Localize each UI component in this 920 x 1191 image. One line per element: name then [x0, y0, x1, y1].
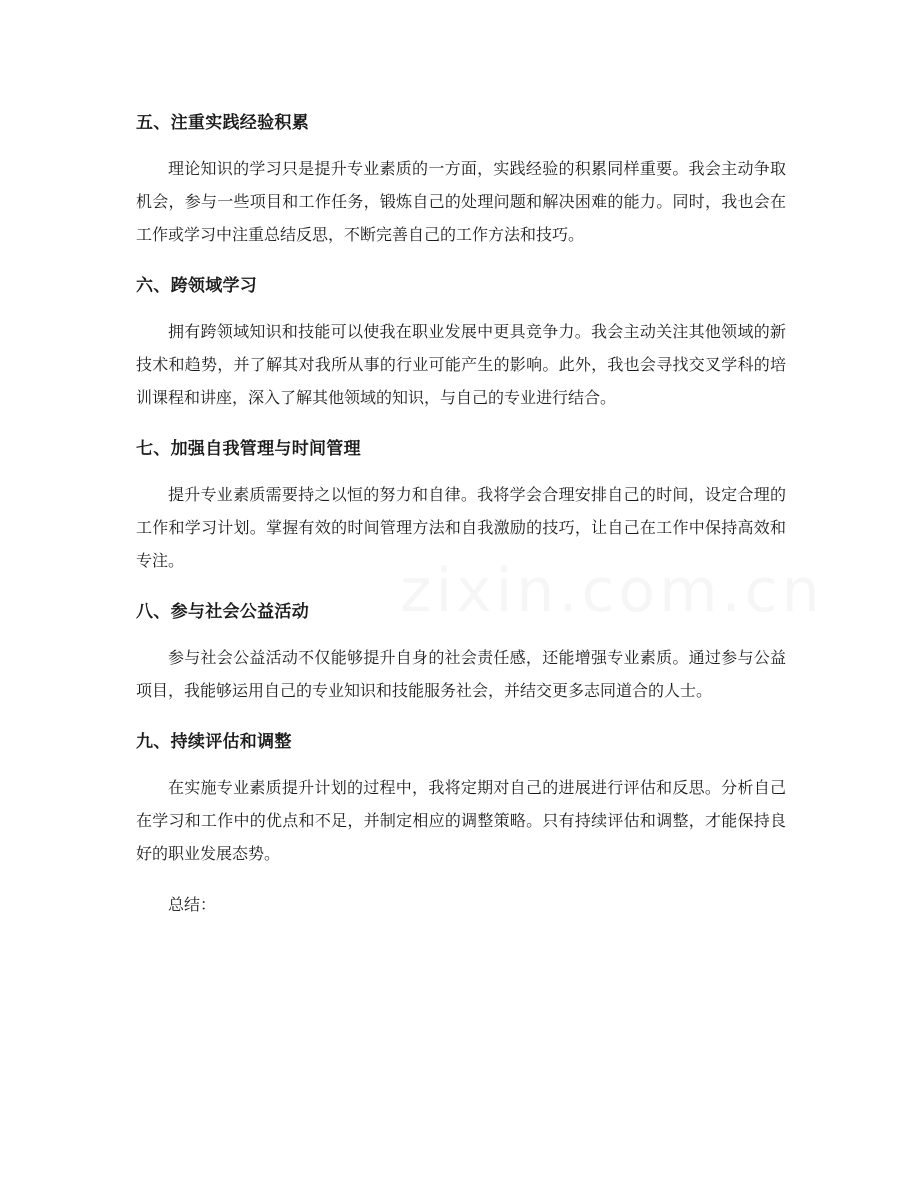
section-cross-domain — [136, 269, 786, 414]
section-paragraph: 理论知识的学习只是提升专业素质的一方面，实践经验的积累同样重要。我会主动争取机会，参与一些项目和工作任务，锻炼自己的处理问题和解决困难的能力。同时，我也会在工作或学习中注重总结反思，不断完善自己的工作方法和技巧。 — [136, 159, 786, 244]
section-paragraph: 提升专业素质需要持之以恒的努力和自律。我将学会合理安排自己的时间，设定合理的工作和学习计划。掌握有效的时间管理方法和自我激励的技巧，让自己在工作中保持高效和专注。 — [136, 485, 786, 570]
section-self-management — [136, 432, 786, 577]
section-heading: 五、注重实践经验积累 — [136, 113, 309, 133]
document-body — [136, 106, 786, 921]
summary-label: 总结： — [168, 895, 217, 914]
section-heading: 八、参与社会公益活动 — [136, 602, 309, 622]
section-paragraph: 拥有跨领域知识和技能可以使我在职业发展中更具竞争力。我会主动关注其他领域的新技术和趋势，并了解其对我所从事的行业可能产生的影响。此外，我也会寻找交叉学科的培训课程和讲座，深入了解其他领域的知识，与自己的专业进行结合。 — [136, 322, 786, 407]
section-public-welfare — [136, 595, 786, 707]
section-heading: 七、加强自我管理与时间管理 — [136, 439, 361, 459]
section-heading: 六、跨领域学习 — [136, 276, 258, 296]
section-practice — [136, 106, 786, 251]
section-paragraph: 参与社会公益活动不仅能够提升自身的社会责任感，还能增强专业素质。通过参与公益项目，我能够运用自己的专业知识和技能服务社会，并结交更多志同道合的人士。 — [136, 648, 786, 700]
section-paragraph: 在实施专业素质提升计划的过程中，我将定期对自己的进展进行评估和反思。分析自己在学习和工作中的优点和不足，并制定相应的调整策略。只有持续评估和调整，才能保持良好的职业发展态势。 — [136, 778, 786, 863]
section-evaluation — [136, 725, 786, 870]
section-heading: 九、持续评估和调整 — [136, 732, 292, 752]
